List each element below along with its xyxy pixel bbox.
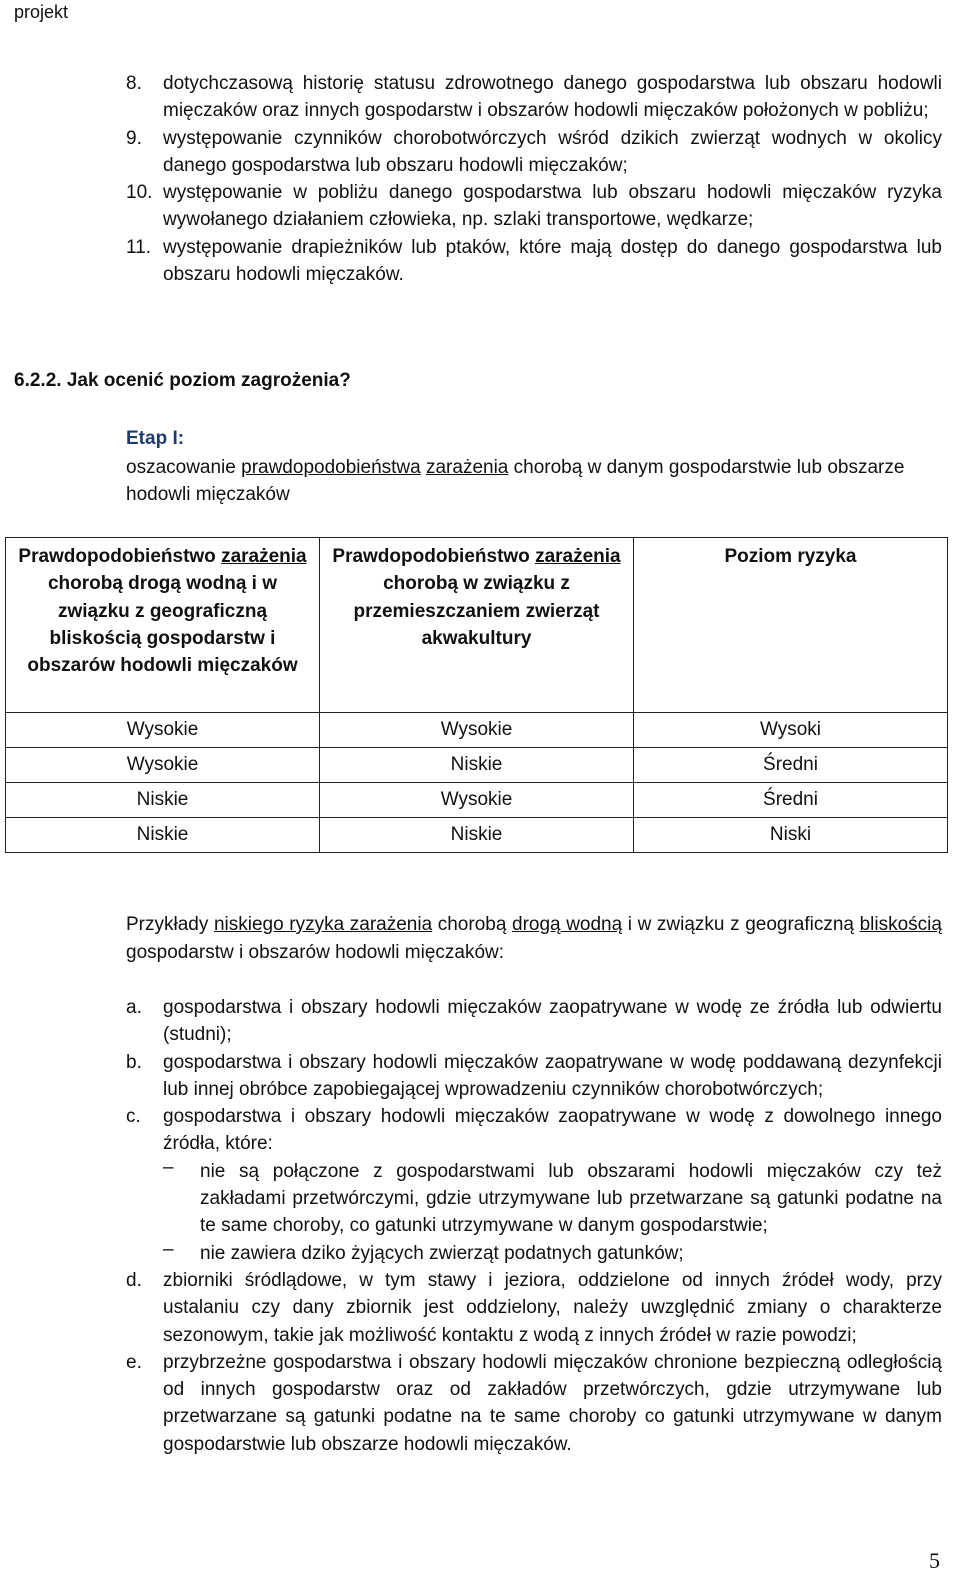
table-cell: Wysokie xyxy=(320,783,634,818)
examples-intro xyxy=(126,911,942,966)
stage-description-text: chorobą w danym gospodarstwie lub obszarze hodowli mięczaków xyxy=(126,457,905,506)
intro-text: chorobą xyxy=(432,914,512,935)
table-header-row xyxy=(6,538,948,713)
table-cell: Niskie xyxy=(6,818,320,853)
sub-list xyxy=(163,1158,942,1267)
list-item-letter: c. xyxy=(126,1106,141,1128)
table-header-animal-movement xyxy=(320,538,634,713)
header-text: Prawdopodobieństwo xyxy=(332,546,536,567)
list-item xyxy=(126,1103,942,1267)
list-item xyxy=(126,994,942,1049)
list-item-number: 8. xyxy=(126,73,142,94)
sub-list-item xyxy=(163,1240,942,1267)
stage-title: Etap I: xyxy=(126,428,185,449)
intro-text: Przykłady xyxy=(126,914,214,935)
table-row xyxy=(6,818,948,853)
table-cell: Wysokie xyxy=(6,713,320,748)
header-text: chorobą w związku z przemieszczaniem zwierząt akwakultury xyxy=(353,573,600,649)
page-number: 5 xyxy=(929,1548,940,1573)
table-row xyxy=(6,748,948,783)
list-item-text: występowanie czynników chorobotwórczych wśród dzikich zwierząt wodnych w okolicy danego gospodarstwa lub obszaru hodowli mięczaków; xyxy=(163,127,942,176)
list-item-letter: b. xyxy=(126,1051,142,1073)
sub-list-item-text: nie są połączone z gospodarstwami lub obszarami hodowli mięczaków czy też zakładami przetwórczymi, gdzie utrzymywane lub przetwarzane są gatunki podatne na te same choroby, co gatunki utrzymywane w danym gospodarstwie; xyxy=(200,1160,942,1237)
list-item xyxy=(126,1049,942,1104)
table-header-risk-level: Poziom ryzyka xyxy=(634,538,948,713)
table-cell: Niski xyxy=(634,818,948,853)
list-item-text: gospodarstwa i obszary hodowli mięczaków zaopatrywane w wodę ze źródła lub odwiertu (studni); xyxy=(163,997,942,1046)
examples-list xyxy=(126,994,942,1458)
stage-description xyxy=(126,454,926,509)
dash-bullet: – xyxy=(163,1238,174,1260)
list-item-text: dotychczasową historię statusu zdrowotnego danego gospodarstwa lub obszaru hodowli mięczaków oraz innych gospodarstw i obszarów hodowli mięczaków położonych w pobliżu; xyxy=(163,73,942,122)
list-item-number: 11. xyxy=(126,236,152,258)
header-text: Prawdopodobieństwo xyxy=(18,546,222,567)
sub-list-item xyxy=(163,1158,942,1240)
list-item-letter: e. xyxy=(126,1351,142,1373)
table-cell: Niskie xyxy=(6,783,320,818)
list-item-text: zbiorniki śródlądowe, w tym stawy i jeziora, oddzielone od innych źródeł wody, przy ustalaniu czy dany zbiornik jest oddzielony, należy uwzględnić zmiany o charakterze sezonowym, takie jak możliwość kontaktu z wodą z innych źródeł w razie powodzi; xyxy=(163,1269,942,1346)
dash-bullet: – xyxy=(163,1156,174,1178)
list-item-text: występowanie drapieżników lub ptaków, które mają dostęp do danego gospodarstwa lub obszaru hodowli mięczaków. xyxy=(163,236,942,286)
list-item xyxy=(126,70,942,125)
header-text-underlined: zarażenia xyxy=(221,546,307,567)
header-text-underlined: zarażenia xyxy=(535,546,621,567)
list-item-letter: d. xyxy=(126,1269,142,1291)
risk-table xyxy=(5,537,948,853)
list-item xyxy=(126,125,942,180)
table-header-water-proximity xyxy=(6,538,320,713)
list-item-text: gospodarstwa i obszary hodowli mięczaków zaopatrywane w wodę z dowolnego innego źródła, które: xyxy=(163,1106,942,1155)
section-heading: 6.2.2. Jak ocenić poziom zagrożenia? xyxy=(14,370,351,391)
table-row xyxy=(6,713,948,748)
table-row xyxy=(6,783,948,818)
intro-text: i w związku z geograficzną xyxy=(622,914,860,935)
list-item xyxy=(126,234,942,289)
page-header: projekt xyxy=(14,2,69,22)
list-item-text: gospodarstwa i obszary hodowli mięczaków zaopatrywane w wodę poddawaną dezynfekcji lub innej obróbce zapobiegającej wprowadzeniu czynników chorobotwórczych; xyxy=(163,1051,942,1100)
list-item xyxy=(126,1349,942,1458)
list-item-text: występowanie w pobliżu danego gospodarstwa lub obszaru hodowli mięczaków ryzyka wywołanego działaniem człowieka, np. szlaki transportowe, wędkarze; xyxy=(163,182,942,231)
header-text: chorobą drogą wodną i w związku z geograficzną bliskością gospodarstw i obszarów hodowli mięczaków xyxy=(27,573,298,677)
list-item-text: przybrzeżne gospodarstwa i obszary hodowli mięczaków chronione bezpieczną odległością od innych gospodarstw oraz od zakładów przetwórczych, gdzie utrzymywane lub przetwarzane są gatunki podatne na te same choroby co gatunki utrzymywane w danym gospodarstwie lub obszarze hodowli mięczaków. xyxy=(163,1351,942,1455)
stage-description-text: oszacowanie xyxy=(126,457,242,478)
table-cell: Wysokie xyxy=(6,748,320,783)
intro-text-underlined: niskiego ryzyka zarażenia xyxy=(213,914,433,935)
list-item xyxy=(126,1267,942,1349)
table-cell: Niskie xyxy=(320,748,634,783)
numbered-list xyxy=(126,70,942,288)
list-item-letter: a. xyxy=(126,997,142,1018)
intro-text-underlined: drogą wodną xyxy=(512,914,623,935)
stage-description-underlined: zarażenia xyxy=(425,457,509,478)
sub-list-item-text: nie zawiera dziko żyjących zwierząt podatnych gatunków; xyxy=(200,1242,684,1264)
list-item-number: 10. xyxy=(126,182,153,204)
table-cell: Wysoki xyxy=(634,713,948,748)
stage-description-underlined: prawdopodobieństwa xyxy=(241,457,421,478)
intro-text-underlined: bliskością xyxy=(859,914,942,935)
intro-text: gospodarstw i obszarów hodowli mięczaków: xyxy=(126,941,505,963)
table-cell: Średni xyxy=(634,748,948,783)
table-cell: Wysokie xyxy=(320,713,634,748)
list-item-number: 9. xyxy=(126,127,142,149)
table-cell: Średni xyxy=(634,783,948,818)
table-cell: Niskie xyxy=(320,818,634,853)
list-item xyxy=(126,179,942,234)
